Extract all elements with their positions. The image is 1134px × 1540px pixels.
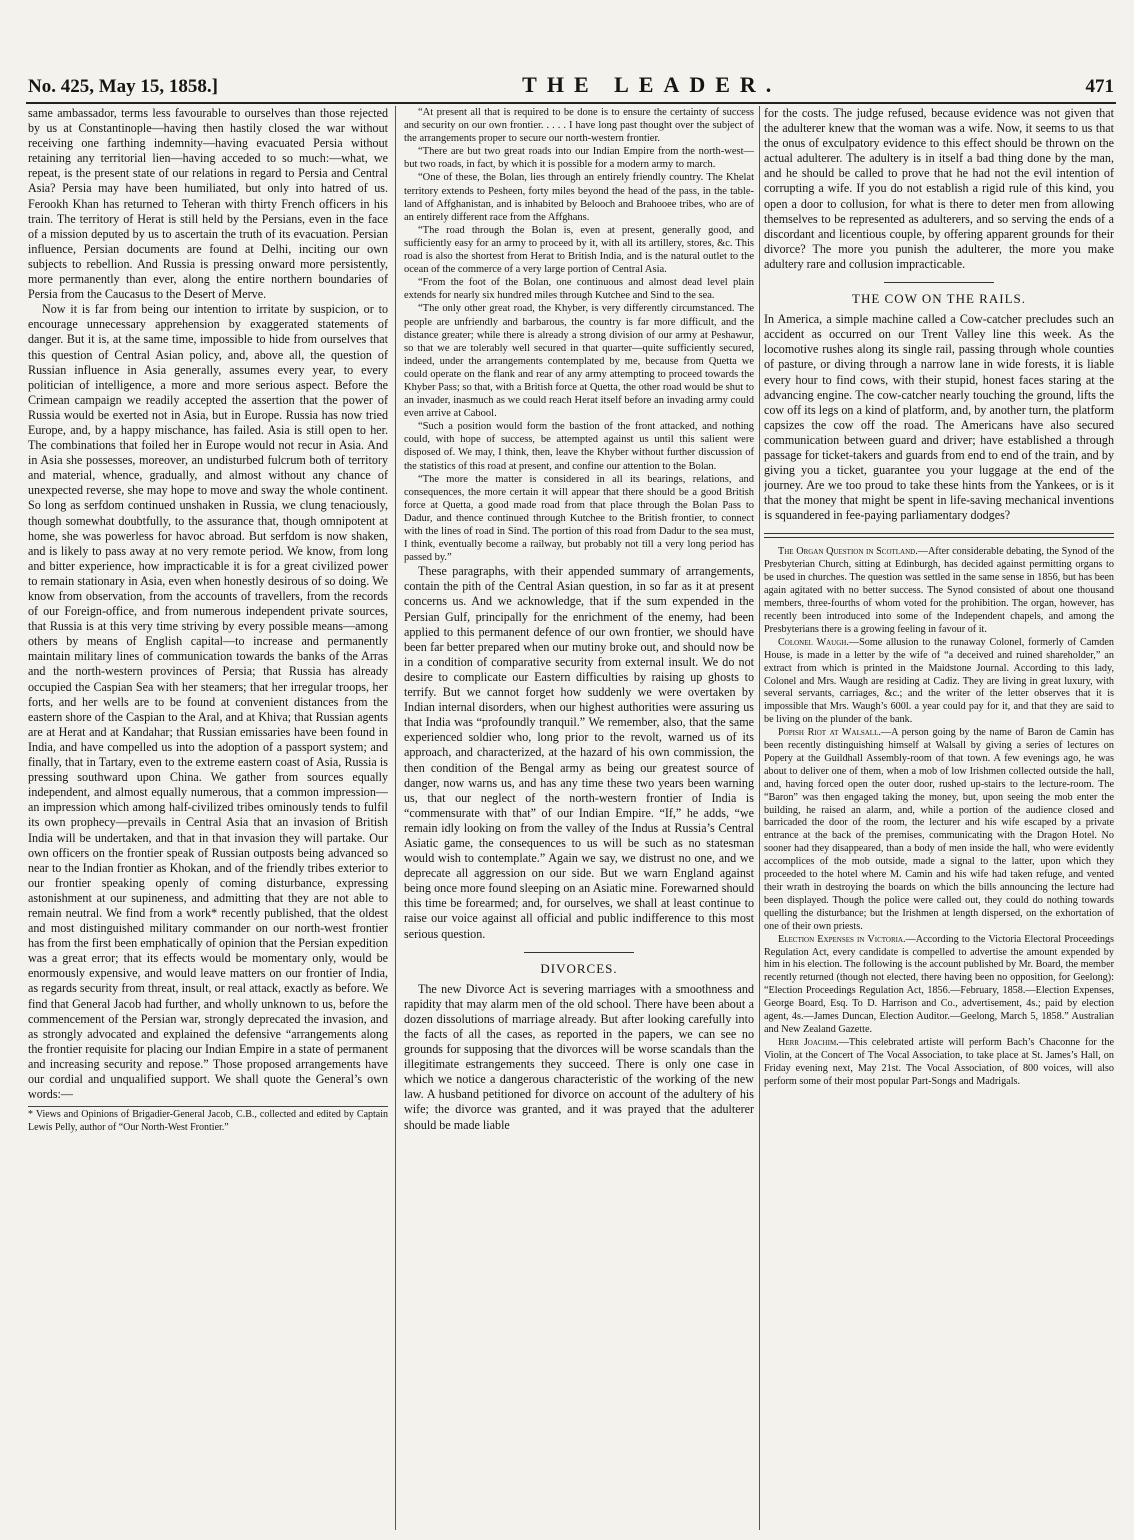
news-body: —Some allusion to the runaway Colonel, formerly of Camden House, is made in a letter by the wife of “a deceived and ruined shareholder,” an extract from which is printed in the Maidstone Journal. According to this lady, Colonel and Mrs. Waugh are residing at Cadiz. They are living in great luxury, with several servants, carriages, &c.; and the writer of the letter observes that it is impossible that Mrs. Waugh’s 600l. a year could pay for it, and that they are said to be living on the plunder of the bank.: [764, 636, 1114, 726]
page-number: 471: [1085, 76, 1114, 97]
quote-paragraph: “The road through the Bolan is, even at present, generally good, and sufficiently easy for an army to proceed by it, with all its artillery, stores, &c. This road is also the shortest from Herat to British India, and is the natural outlet to the ocean of the commerce of a very large portion of Central Asia.: [404, 224, 754, 276]
quote-paragraph: “From the foot of the Bolan, one continuous and almost dead level plain extends for nearly six hundred miles through Kutchee and Sind to the sea.: [404, 277, 754, 302]
column-divider: [395, 106, 396, 1530]
double-rule: [764, 533, 1114, 538]
news-item: [764, 546, 1114, 636]
quote-paragraph: “There are but two great roads into our Indian Empire from the north-west—but two roads, in fact, by which it is possible for a modern army to march.: [404, 146, 754, 171]
news-body: —A person going by the name of Baron de Camin has been recently distinguishing himself at Walsall by giving a series of lectures on Popery at the Guildhall Assembly-room of that town. A few evenings ago, he was about to deliver one of them, when a mob of low Irishmen collected outside the hall, and, having forced open the outer door, rushed up-stairs to the lecture-room. The “Baron” was then engaged taking the money, but, upon seeing the mob enter the building, he raised an alarm, and, while a portion of the audience closed and barricaded the door of the room, the lecturer and his wife escaped by a private entrance at the back of the premises, communicating with the Dragon Hotel. No sooner had they disappeared, than a body of men inside the hall, who were evidently accomplices of the mob outside, made a signal to the latter, upon which they proceeded to the hotel where M. Camin and his wife had taken refuge, and vented their wrath in destroying the boards on which the bills announcing the lecture had been displayed. Though the police were called out, they could do nothing towards quelling the disturbance; but the Irishmen at length dispersed, on the exhortation of one of their own priests.: [764, 727, 1114, 932]
news-head: Election Expenses in Victoria.: [778, 933, 906, 945]
news-head: Herr Joachim.: [778, 1036, 839, 1048]
column-3: [764, 106, 1114, 1536]
news-item: [764, 934, 1114, 1037]
quote-paragraph: “The more the matter is considered in all its bearings, relations, and consequences, the more certain it will appear that there should be a good British force at Quetta, a good made road from that place through the Bolan Pass to Dadur, and thence continued through Kutchee to the British frontier, to connect with the lines of road in Sind. The portion of this road from Dadur to the sea must, I think, eventually become a railway, but probably not till a very long period has passed by.”: [404, 473, 754, 564]
section-title-cow: THE COW ON THE RAILS.: [852, 291, 1026, 307]
news-body: —After considerable debating, the Synod of the Presbyterian Church, sitting at Edinburgh, has decided against permitting organs to be used in churches. The question was settled in the same sense in 1856, but has been again agitated with no better success. The Synod consisted of about one thousand members, three-fourths of whom voted for the prohibition. The organ, however, has recently been introduced into some of the Independent chapels, and among the Presbyterians there is a growing feeling in favour of it.: [764, 546, 1114, 635]
newspaper-title: THE LEADER.: [522, 72, 782, 97]
section-rule: [524, 952, 634, 953]
section-title-divorces: DIVORCES.: [540, 960, 618, 976]
quote-paragraph: “The only other great road, the Khyber, is very differently circumstanced. The people are unfriendly and barbarous, the country is far more difficult, and the distance greater; while there is already a strong division of our army at Peshawur, so that we are tolerably well secured in that quarter—quite sufficiently secured, indeed, under the arrangements contemplated by me, because from Quetta we could operate on the flank and rear of any army attempting to proceed towards the Khyber Pass; so that, with a British force at Quetta, the other road would be shut to an invader, inasmuch as we could reach Herat itself before an invading army could even arrive at Cabool.: [404, 303, 754, 420]
news-item: [764, 727, 1114, 934]
quote-paragraph: “Such a position would form the bastion of the front attacked, and nothing could, with hope of success, be attempted against us until this salient were disposed of. We may, I think, then, leave the Khyber without further discussion of the statistics of this road at present, and confine our attention to the Bolan.: [404, 421, 754, 472]
footnote: * Views and Opinions of Brigadier-General Jacob, C.B., collected and edited by Captain Lewis Pelly, author of “Our North-West Frontier.”: [28, 1106, 388, 1134]
quote-paragraph: “At present all that is required to be done is to ensure the certainty of success and security on our own frontier. . . . . I have long past thought over the subject of the arrangements proper to secure our north-western frontier.: [404, 107, 754, 145]
column-1: [28, 106, 388, 1536]
article-paragraph: same ambassador, terms less favourable to ourselves than those rejected by us at Constantinople—having then hastily closed the war without receiving one farthing indemnity—having evacuated Persia without retaining any territorial lien—having acceded to so much:—what, we repeat, is the present state of our relations in regard to Persia and Central Asia? Persia may have been humiliated, but only into hatred of us. Ferookh Khan has returned to Teheran with thirty French officers in his train. The territory of Herat is still held by the Persians, even in the face of a mission deputed by us to ascertain the truth of its evacuation. Persian influence, Persian documents are found at Delhi, inciting our own subjects to rebellion. And Russia is pressing onward more persistently, more permanently than ever, along the entire northern boundaries of Persia from the Caucasus to the Desert of Merve.: [28, 106, 388, 302]
masthead: [28, 72, 1114, 98]
issue-date: No. 425, May 15, 1858.]: [28, 76, 218, 97]
article-paragraph: The new Divorce Act is severing marriages with a smoothness and rapidity that may alarm men of the old school. There have been about a dozen dissolutions of marriage already. But after looking carefully into the facts of all the cases, as reported in the papers, we can see no grounds for supposing that the divorces will be worse scandals than the illegitimate estrangements they succeed. There is only one case in which we notice a dangerous characteristic of the working of the new law. A husband petitioned for divorce on account of the adultery of his wife; the divorce was granted, and it was prayed that the adulterer should be made liable: [404, 981, 754, 1132]
article-paragraph: for the costs. The judge refused, because evidence was not given that the adulterer knew that the woman was a wife. Now, it seems to us that the onus of exculpatory evidence to this effect should be thrown on the actual adulterer. The adultery is in itself a bad thing done by the man, and he should be called to prove that he had not the evil intention of corrupting a wife. If you do not establish a rigid rule of this kind, you open a door to collusion, for what is there to deter men from allowing themselves to be represented as adulterers, and so serving the ends of a discordant and licentious couple, by offering apparent grounds for their divorce? The more you punish the adulterer, the more you make adultery rare and collusion impracticable.: [764, 106, 1114, 271]
news-head: Popish Riot at Walsall.: [778, 727, 881, 739]
section-rule: [884, 282, 994, 283]
news-body: —According to the Victoria Electoral Proceedings Regulation Act, every candidate is compelled to advertise the amount expended by him in his election. The following is the account published by Mr. Board, the member recently returned (though not elected, there having been no opposition, for Geelong): “Election Proceedings Regulation Act, 1856.—February, 1858.—Election Expenses, George Board, Esq. To D. Harrison and Co., advertisement, 4s.; paid by election agent, 4s.—James Duncan, Election Auditor.—Geelong, March 5, 1858.” Australian and New Zealand Gazette.: [764, 933, 1114, 1035]
article-paragraph: Now it is far from being our intention to irritate by suspicion, or to encourage unnecessary apprehension by exaggerated statements of danger. But it is, at the same time, impossible to hide from ourselves that this question of Central Asian policy, and, above all, the question of Russian influence in Asia generally, assumes every year, to every politician of intelligence, a more and more serious aspect. Before the Crimean campaign we readily accepted the assertion that the power of Russia would be exerted not in Asia, but in Europe. Russia has now tried Europe, and, by a happy mischance, has failed. Asia is still open to her. The combinations that foiled her in Europe would not recur in Asia. And in Asia she possesses, moreover, an undisturbed fulcrum both of territory and material, whence, gradually, and almost without any chance of unexpected reverse, she may hope to move and sway the whole continent. So long as serfdom continued unshaken in Russia, we clung tenaciously, though somewhat doubtfully, to the assurance that, though omnipotent at home, she was powerless for havoc abroad. But serfdom is now shaken, and is likely to pass away at no very remote period. We know, from long and bitter experience, how impracticable it is for a great civilized power to remain stationary in Asia, even when honestly desirous of so doing. We know from observation, from the accounts of travellers, from the records of our Foreign-office, and from numerous independent private sources, that Russia is at this very time striving by every possible means—among others by means of English capital—to increase and permanently maintain military lines of communication towards the banks of the Arras and the north-western provinces of Persia; that Russia has already occupied the Caspian Sea with her steamers; that her irregular troops, her forts, and her wells are to be found at convenient distances from the eastern shore of the Caspian to the Aral, and at Khiva; that Russian agents are at Herat and at Kandahar; that Russian emissaries have been found in India, and have compelled us into the adoption of a passport system; and finally, that in Tartary, even to the extreme eastern coast of Asia, Russia is pressing southward upon China. We gather from sources equally independent, and almost equally numerous, that a common impression—an impression which among half-civilized tribes ominously tends to fulfil its own prophecy—prevails in Central Asia that an invasion of British India will be undertaken, and that in that invasion they will partake. Our own officers on the frontier speak of Russian outposts being advanced so near to the Indian frontier as Khokan, and of the friendly tribes exterior to our frontier speaking openly of coming disturbance, expressing astonishment at our supineness, and admitting that they are not able to remain neutral. We find from a work* recently published, that the oldest and most distinguished military commander on our north-west frontier has from the first been emphatically of opinion that the Persian expedition was a great error; that its effects would be momentary only, would be enormously expensive, and would leave matters on our frontier of India, as regards security from threat, insult, or real attack, exactly as before. We find that General Jacob had further, and wholly unknown to us, before the commencement of the Persian war, strongly deprecated the invasion, and as strongly advocated and explained the defensive “arrangements along the frontier requisite for placing our Indian Empire in a state of permanent and increasing security and repose.” Those proposed arrangements have our cordial and unqualified support. We shall quote the General’s own words:—: [28, 302, 388, 1102]
column-divider: [759, 106, 760, 1530]
header-rule: [26, 102, 1116, 104]
article-paragraph: In America, a simple machine called a Cow-catcher precludes such an accident as occurred on our Trent Valley line this week. As the locomotive rushes along its single rail, passing through whole counties of pasture, or diving through a narrow lane in wide forests, it is liable every hour to find cows, with their stupid, honest faces staring at the advancing engine. The cow-catcher nearly touching the ground, lifts the cow off its legs on a kind of platform, and, by another turn, the platform capsizes the cow off the road. The Americans have also secured communication between guard and driver; have established a through passage for ticket-takers and guards from end to end of the train, and by giving you a ticket, guarantee you your luggage at the end of the journey. Are we too proud to take these hints from the Yankees, or is it that the money that might be spent in life-saving mechanical inventions is squandered in fee-paying parliamentary dodges?: [764, 312, 1114, 523]
news-head: The Organ Question in Scotland.: [778, 546, 918, 558]
column-2: [404, 106, 754, 1536]
news-body: —This celebrated artiste will perform Bach’s Chaconne for the Violin, at the Concert of The Vocal Association, to take place at St. James’s Hall, on Friday evening next, May 21st. The Vocal Association, of 800 voices, will also perform some of their most popular Part-Songs and Madrigals.: [764, 1036, 1114, 1087]
quote-paragraph: “One of these, the Bolan, lies through an entirely friendly country. The Khelat territory extends to Pesheen, forty miles beyond the head of the pass, in the table-land of Affghanistan, and is inhabited by Belooch and Brahooee tribes, who are of an entirely different race from the Affghans.: [404, 172, 754, 223]
article-paragraph: These paragraphs, with their appended summary of arrangements, contain the pith of the Central Asian question, in so far as it at present concerns us. And we acknowledge, that if the sum expended in the Persian Gulf, principally for the enrichment of the enemy, had been applied to this permanent defence of our own frontier, we should have been far better prepared when our mutiny broke out, and should now be in a condition of comparative security from external insult. We do not desire to complicate our Eastern difficulties by raising up ghosts to terrify. But we cannot forget how suddenly we were overtaken by Indian internal disorders, when our highest authorities were assuring us that India was “profoundly tranquil.” We remember, also, that the same experienced soldier who, long prior to the revolt, warned us of its approach, and characterized, at the hazard of his own commission, the then condition of the Bengal army as being our greatest source of danger, now warns us, and has any time these two years been warning us, that our neglect of the north-western frontier of India is “commensurate with that” of our Indian Empire. “If,” he adds, “we remain idly looking on from the valley of the Indus at Russia’s Central Asiatic game, the consequences to us will be such as no statesman would wish to contemplate.” Again we say, we distrust no one, and we deprecate all aggression on our side. But we warn England against being once more found sleeping on an Asiatic mine. Forewarned should this time be forearmed; and, for ourselves, we shall at least continue to raise our voice against all official and public indifference to this most serious question.: [404, 564, 754, 941]
news-head: Colonel Waugh.: [778, 636, 849, 648]
news-item: [764, 1037, 1114, 1089]
news-item: [764, 637, 1114, 727]
